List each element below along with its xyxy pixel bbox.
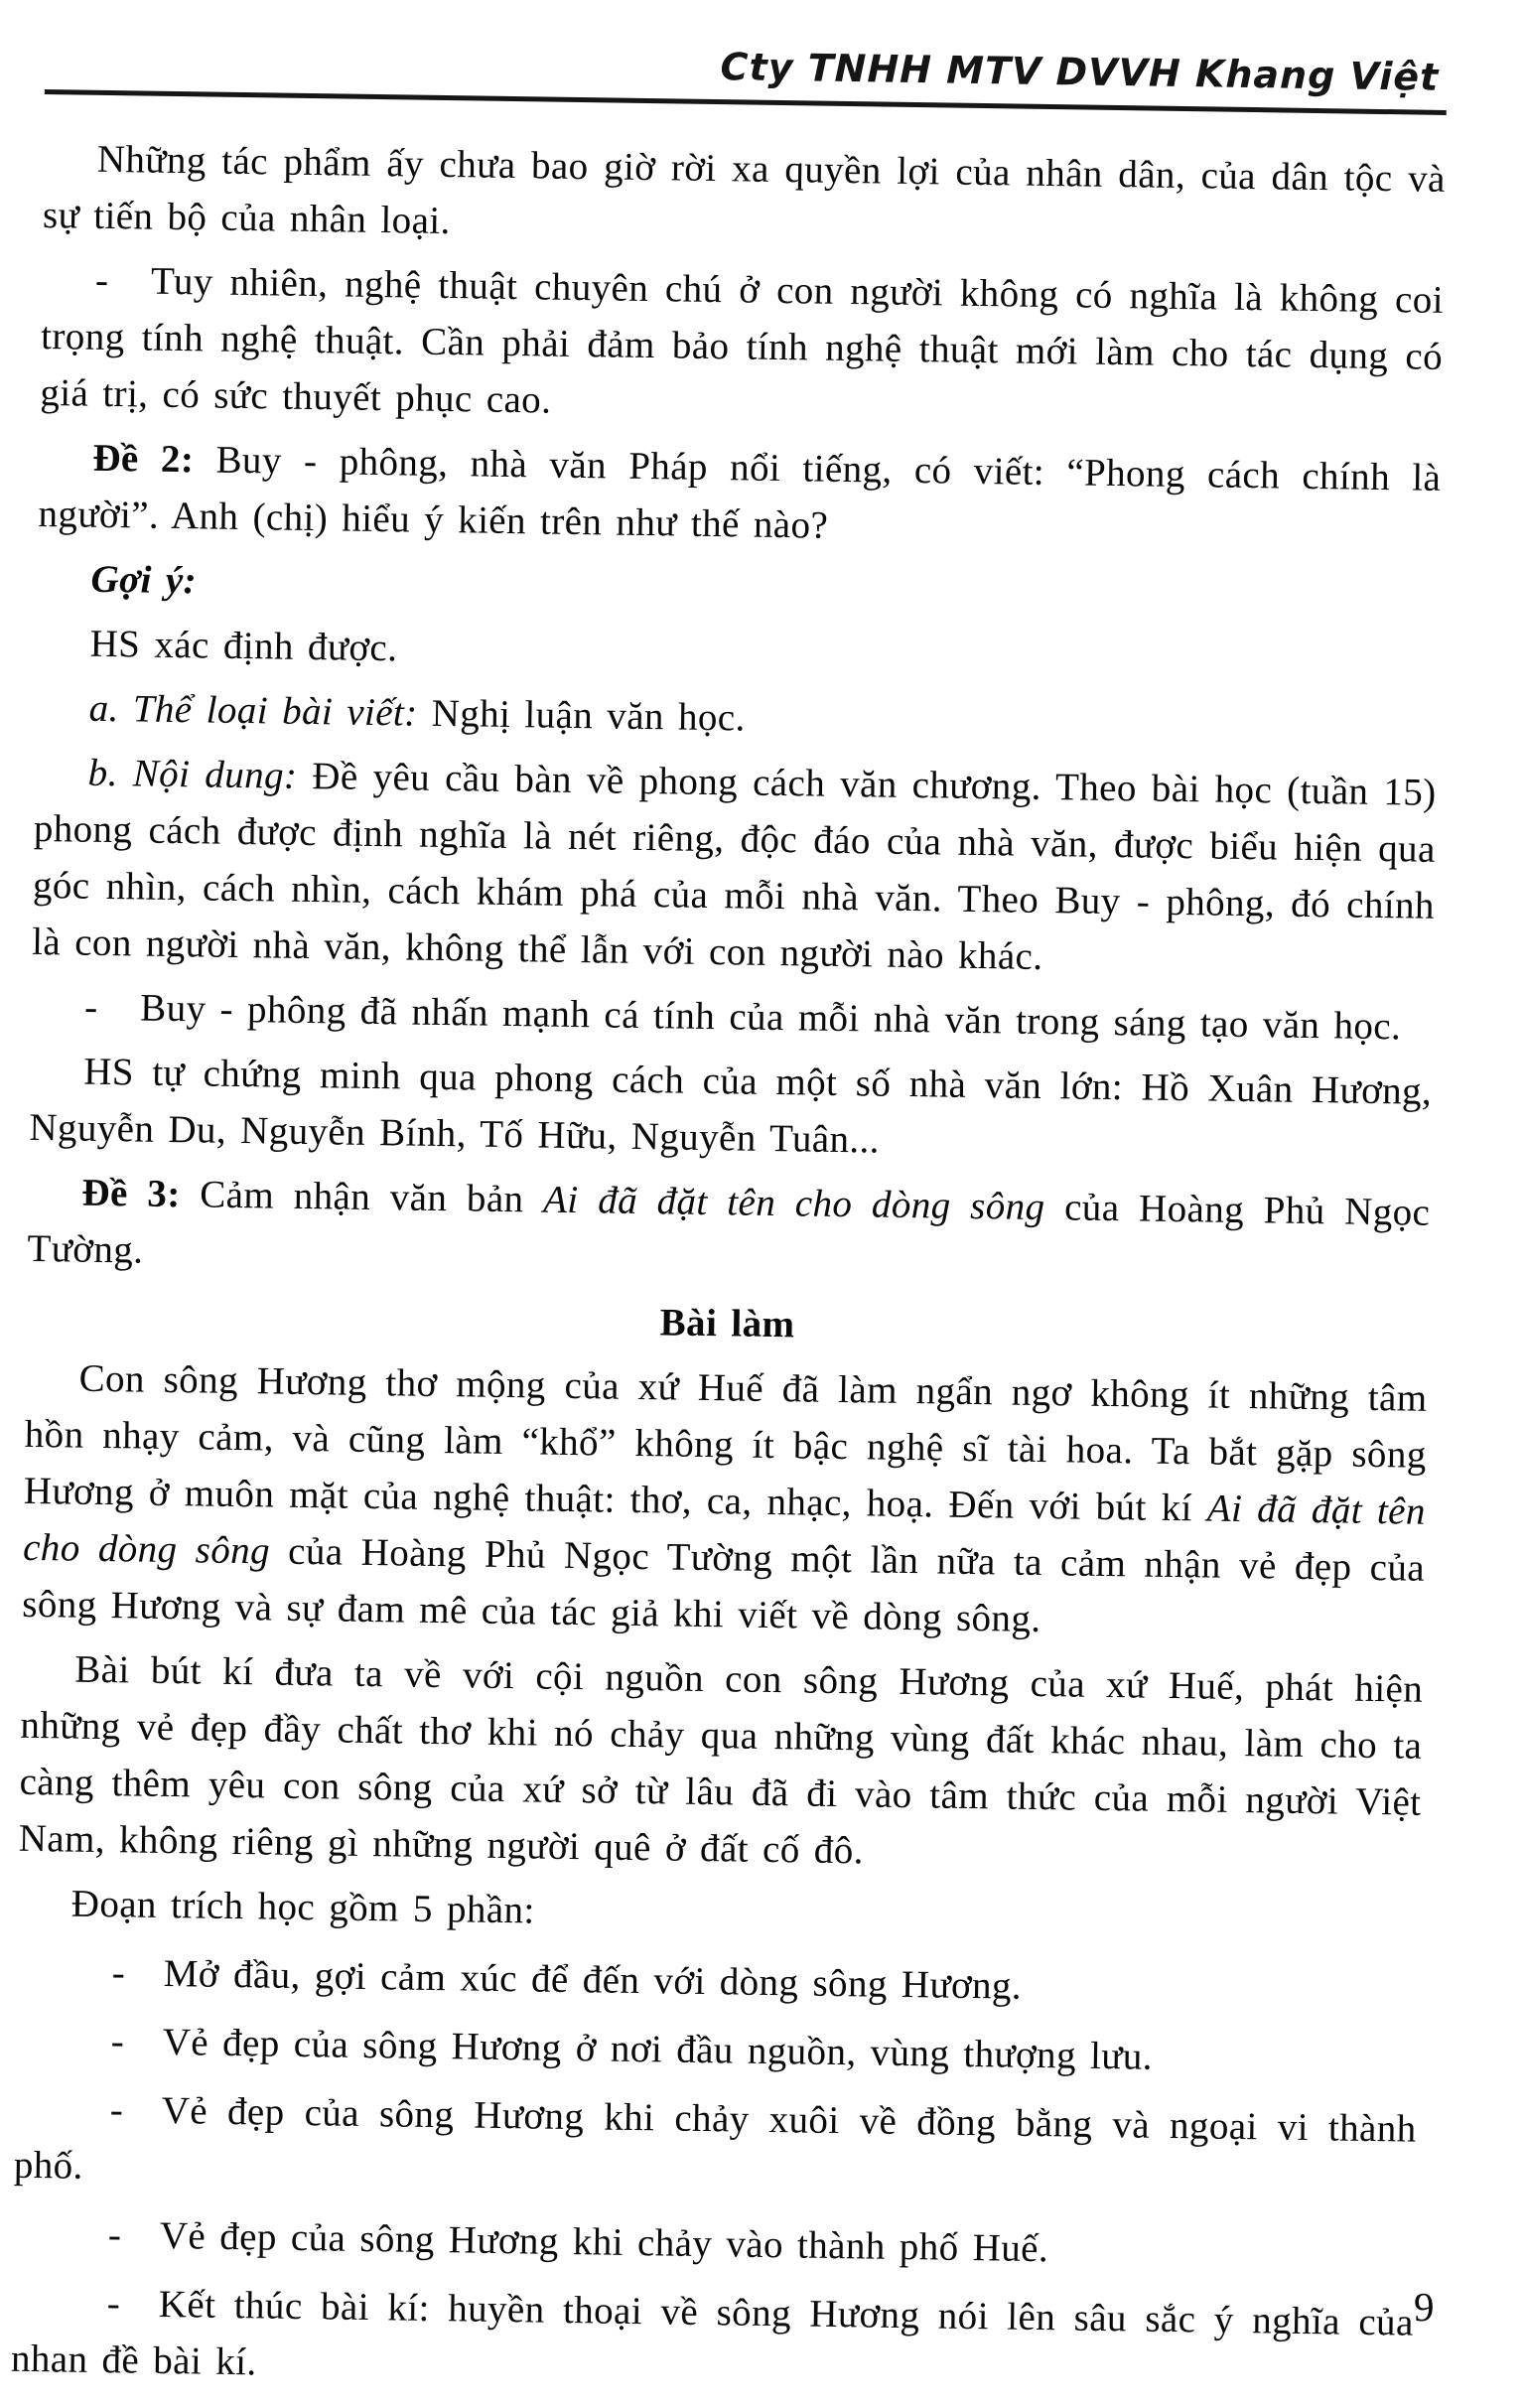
list-dash: - xyxy=(111,1951,126,1995)
paragraph-noi-dung xyxy=(32,744,1437,991)
paragraph-text: HS xác định được. xyxy=(89,622,398,670)
work-title: Ai đã đặt tên cho dòng sông xyxy=(542,1178,1045,1229)
exercise-text-pre: Cảm nhận văn bản xyxy=(180,1173,544,1221)
paragraph-text-pre: Con sông Hương thơ mộng của xứ Huế đã làm ngẩn ngơ không ít những tâm hồn nhạy cảm, và cũng làm “khổ” không ít bậc nghệ sĩ tài hoa. Ta bắt gặp sông Hương ở muôn mặt của nghệ thuật: thơ, ca, nhạc, hoạ. Đến với bút kí xyxy=(23,1356,1428,1530)
paragraph-de-3 xyxy=(27,1164,1431,1298)
outline-item xyxy=(15,2012,1418,2089)
outline-item-text: Mở đầu, gợi cảm xúc để đến với dòng sông Hương. xyxy=(163,1951,1023,2008)
exercise-text-post: của Hoàng Phủ Ngọc Tường. xyxy=(27,1186,1431,1272)
page-number: 9 xyxy=(1414,2284,1435,2330)
outline-item xyxy=(16,1943,1419,2021)
page-content xyxy=(11,18,1448,2408)
outline-item-text: Vẻ đẹp của sông Hương ở nơi đầu nguồn, vùng thượng lưu. xyxy=(162,2020,1154,2078)
paragraph-text: Đoạn trích học gồm 5 phần: xyxy=(70,1882,535,1932)
paragraph-text-post: của Hoàng Phủ Ngọc Tường một lần nữa ta cảm nhận vẻ đẹp của sông Hương và sự đam mê của tác giả khi viết về dòng sông. xyxy=(21,1529,1426,1641)
paragraph-hs-tu-chung-minh xyxy=(29,1043,1433,1177)
outline-item-text: Vẻ đẹp của sông Hương khi chảy xuôi về đồng bằng và ngoại vi thành phố. xyxy=(13,2088,1417,2188)
list-dash: - xyxy=(83,985,98,1029)
item-text: Đề yêu cầu bàn về phong cách văn chương. Theo bài học (tuần 15) phong cách được định nghĩa là nét riêng, độc đáo của nhà văn, được biểu hiện qua góc nhìn, cách nhìn, cách khám phá của mỗi nhà văn. Theo Buy - phông, đó chính là con người nhà văn, không thể lẫn với con người nào khác. xyxy=(31,754,1437,979)
paragraph-con-song xyxy=(22,1349,1428,1653)
item-label: b. Nội dung: xyxy=(87,751,298,797)
outline-item xyxy=(12,2205,1415,2283)
paragraph-bai-but-ki xyxy=(18,1640,1423,1888)
list-dash: - xyxy=(109,2088,124,2132)
paragraph-text: Những tác phẩm ấy chưa bao giờ rời xa quyền lợi của nhân dân, của dân tộc và sự tiến bộ của nhân loại. xyxy=(42,137,1447,243)
list-dash: - xyxy=(110,2020,125,2063)
paragraph-tuy-nhien xyxy=(40,251,1444,442)
exercise-text: Buy - phông, nhà văn Pháp nổi tiếng, có viết: “Phong cách chính là người”. Anh (chị) hiểu ý kiến trên như thế nào? xyxy=(38,438,1442,547)
list-dash: - xyxy=(94,258,109,302)
exercise-label: Đề 3: xyxy=(81,1171,181,1216)
paragraph-text: Buy - phông đã nhấn mạnh cá tính của mỗi nhà văn trong sáng tạo văn học. xyxy=(139,986,1402,1049)
page-header xyxy=(45,34,1440,100)
outline-item-text: Kết thúc bài kí: huyền thoại về sông Hương nói lên sâu sắc ý nghĩa của nhan đề bài kí. xyxy=(10,2282,1415,2384)
work-title: Ai đã đặt tên cho dòng sông xyxy=(22,1487,1427,1573)
item-label: a. Thể loại bài viết: xyxy=(88,686,418,735)
item-text: Nghị luận văn học. xyxy=(417,691,746,740)
paragraph-hs-xac-dinh xyxy=(36,615,1439,692)
list-dash: - xyxy=(106,2282,121,2326)
paragraph-text: Tuy nhiên, nghệ thuật chuyên chú ở con người không có nghĩa là không coi trọng tính nghệ thuật. Cần phải đảm bảo tính nghệ thuật mới làm cho tác dụng có giá trị, có sức thuyết phục cao. xyxy=(40,259,1445,422)
publisher-name: Cty TNHH MTV DVVH Khang Việt xyxy=(720,45,1440,99)
paragraph-goi-y xyxy=(37,550,1440,628)
paragraph-intro xyxy=(43,130,1447,264)
paragraph-the-loai xyxy=(35,679,1438,757)
list-dash: - xyxy=(107,2213,122,2257)
paragraph-text: Bài bút kí đưa ta về với cội nguồn con sông Hương của xứ Huế, phát hiện những vẻ đẹp đầy chất thơ khi nó chảy qua những vùng đất khác nhau, làm cho ta càng thêm yêu con sông của xứ sở từ lâu đã đi vào tâm thức của mỗi người Việt Nam, không riêng gì những người quê ở đất cố đô. xyxy=(18,1647,1424,1873)
outline-item xyxy=(11,2274,1415,2408)
paragraph-buy-phong xyxy=(31,978,1434,1056)
page-body xyxy=(11,130,1447,2408)
exercise-label: Đề 2: xyxy=(92,436,195,482)
outline-item-text: Vẻ đẹp của sông Hương khi chảy vào thành phố Huế. xyxy=(159,2213,1049,2271)
paragraph-de-2 xyxy=(38,429,1442,563)
paragraph-text: HS tự chứng minh qua phong cách của một số nhà văn lớn: Hồ Xuân Hương, Nguyễn Du, Nguyễn Bính, Tố Hữu, Nguyễn Tuân... xyxy=(29,1050,1433,1162)
hint-label: Gợi ý: xyxy=(90,557,198,603)
paragraph-doan-trich xyxy=(17,1875,1420,1952)
outline-item xyxy=(13,2080,1417,2214)
essay-heading: Bài làm xyxy=(659,1301,795,1346)
